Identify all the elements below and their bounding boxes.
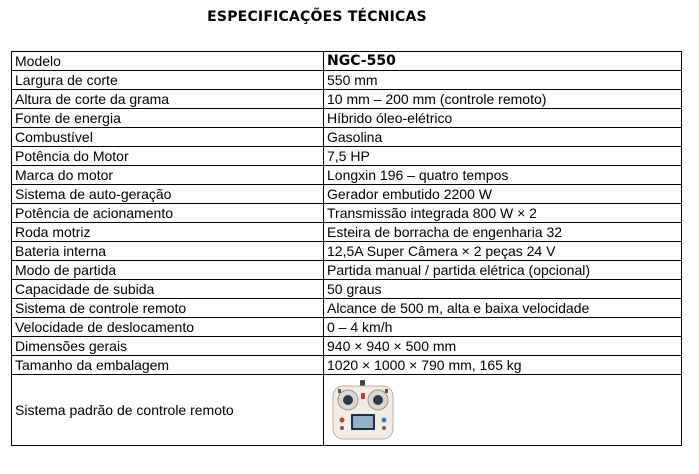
row-value: 940 × 940 × 500 mm [324, 337, 682, 356]
table-row [12, 223, 682, 242]
row-label: Capacidade de subida [12, 280, 324, 299]
row-value: 1020 × 1000 × 790 mm, 165 kg [324, 356, 682, 375]
table-row [12, 299, 682, 318]
table-row [12, 337, 682, 356]
row-value: Gasolina [324, 128, 682, 147]
table-row [12, 356, 682, 375]
row-value: Híbrido óleo-elétrico [324, 109, 682, 128]
row-value: 50 graus [324, 280, 682, 299]
table-row [12, 109, 682, 128]
row-label: Marca do motor [12, 166, 324, 185]
row-label: Dimensões gerais [12, 337, 324, 356]
row-value: 12,5A Super Câmera × 2 peças 24 V [324, 242, 682, 261]
table-row [12, 204, 682, 223]
spec-table [11, 51, 682, 446]
page-title: ESPECIFICAÇÕES TÉCNICAS [207, 9, 427, 25]
row-label: Potência de acionamento [12, 204, 324, 223]
table-row-model [12, 52, 682, 71]
row-value: Partida manual / partida elétrica (opcional) [324, 261, 682, 280]
row-label: Potência do Motor [12, 147, 324, 166]
table-row [12, 128, 682, 147]
row-value: Longxin 196 – quatro tempos [324, 166, 682, 185]
row-value: Gerador embutido 2200 W [324, 185, 682, 204]
row-label: Sistema de controle remoto [12, 299, 324, 318]
row-label: Altura de corte da grama [12, 90, 324, 109]
table-row [12, 318, 682, 337]
table-row [12, 147, 682, 166]
row-value: Transmissão integrada 800 W × 2 [324, 204, 682, 223]
table-row [12, 71, 682, 90]
row-label: Sistema padrão de controle remoto [12, 375, 324, 446]
row-label: Roda motriz [12, 223, 324, 242]
table-row [12, 242, 682, 261]
row-label: Velocidade de deslocamento [12, 318, 324, 337]
table-row-remote [12, 375, 682, 446]
row-value: Alcance de 500 m, alta e baixa velocidade [324, 299, 682, 318]
row-value: Esteira de borracha de engenharia 32 [324, 223, 682, 242]
table-row [12, 90, 682, 109]
row-label: Sistema de auto-geração [12, 185, 324, 204]
row-value: 0 – 4 km/h [324, 318, 682, 337]
row-label: Combustível [12, 128, 324, 147]
remote-image-cell [324, 375, 682, 446]
row-value: 7,5 HP [324, 147, 682, 166]
model-value: NGC-550 [324, 52, 682, 71]
row-label: Fonte de energia [12, 109, 324, 128]
table-row [12, 166, 682, 185]
row-label: Tamanho da embalagem [12, 356, 324, 375]
remote-control-icon [331, 380, 395, 440]
row-value: 550 mm [324, 71, 682, 90]
row-value: 10 mm – 200 mm (controle remoto) [324, 90, 682, 109]
row-label: Bateria interna [12, 242, 324, 261]
row-label: Modelo [12, 52, 324, 71]
row-label: Largura de corte [12, 71, 324, 90]
table-row [12, 185, 682, 204]
row-label: Modo de partida [12, 261, 324, 280]
table-row [12, 261, 682, 280]
table-row [12, 280, 682, 299]
